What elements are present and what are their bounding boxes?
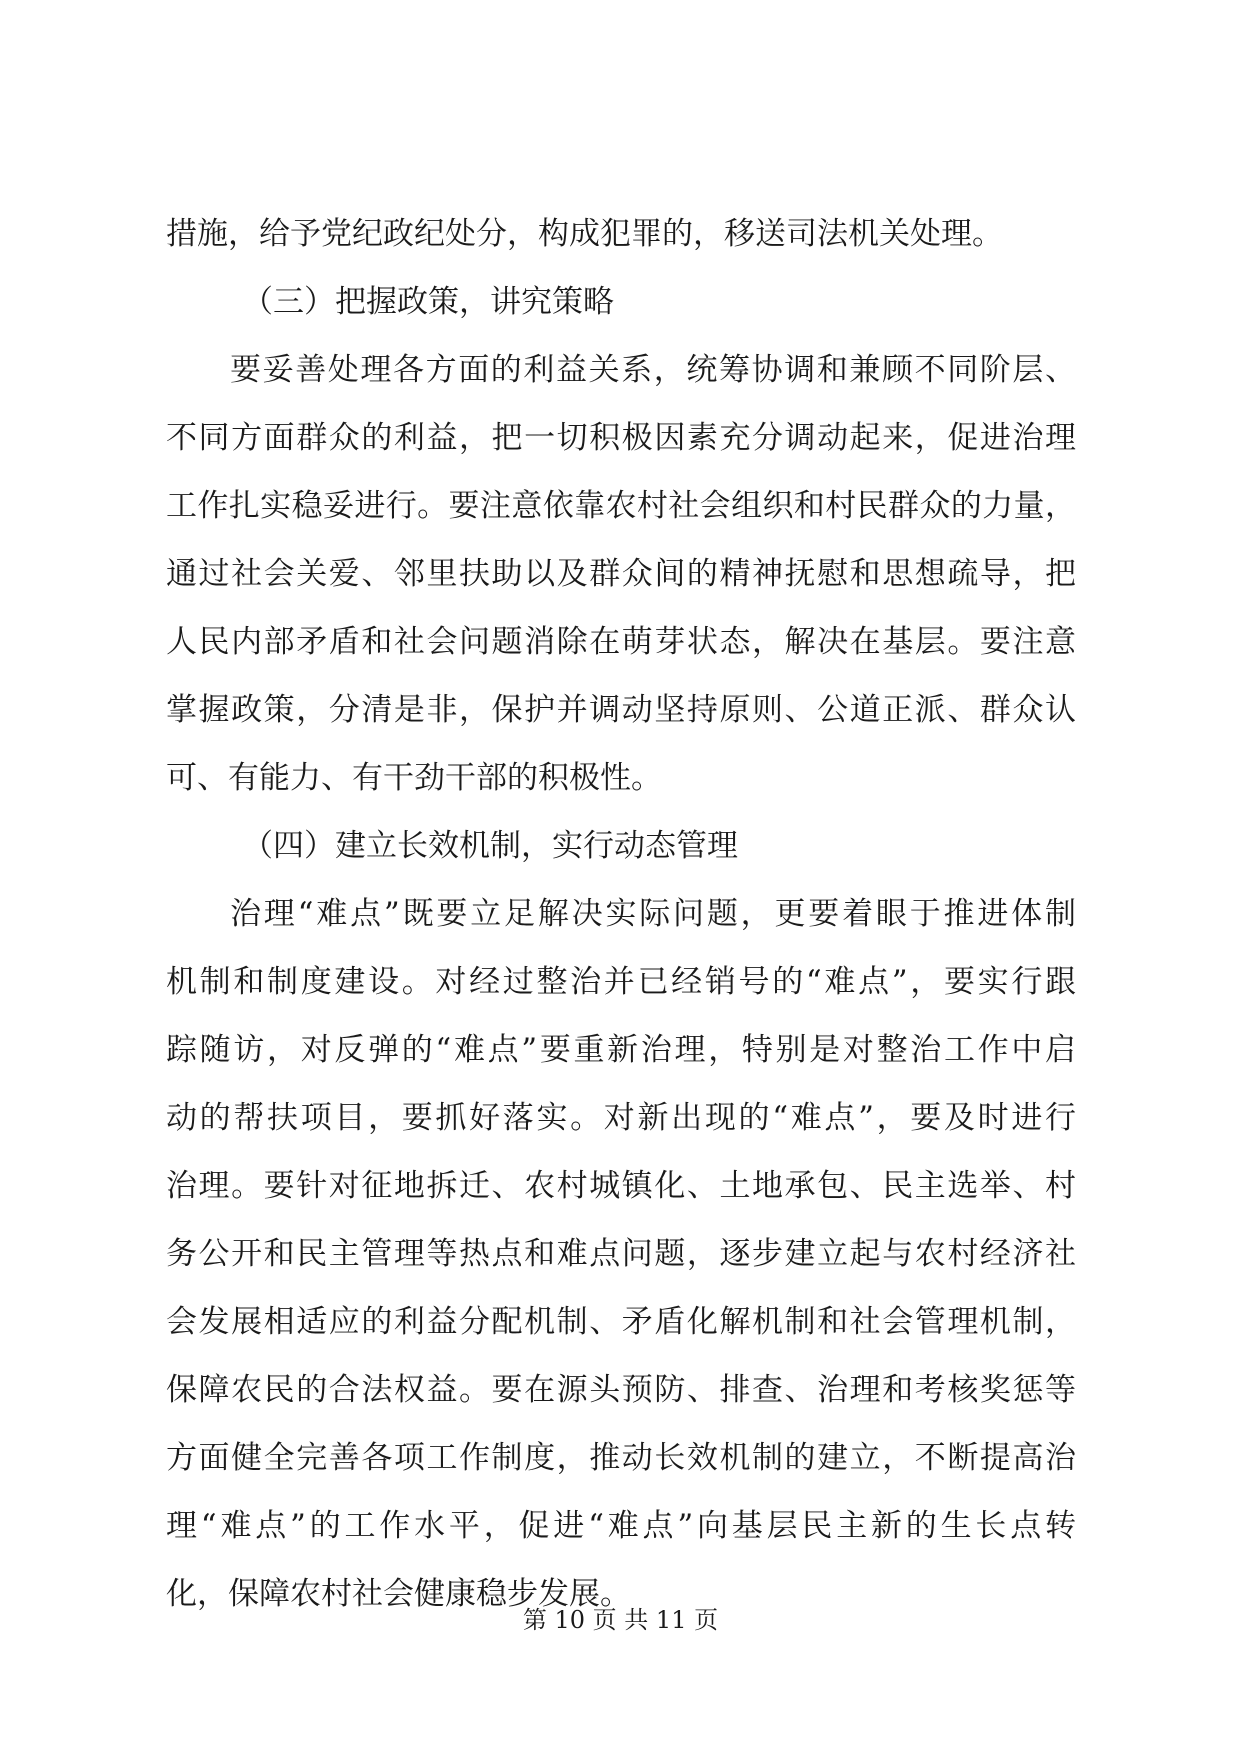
text-line: 工作扎实稳妥进行。要注意依靠农村社会组织和村民群众的力量， xyxy=(166,488,1076,524)
text-line: 治理。要针对征地拆迁、农村城镇化、土地承包、民主选举、村 xyxy=(166,1168,1076,1204)
text-line: 机制和制度建设。对经过整治并已经销号的“难点”，要实行跟 xyxy=(166,964,1076,1000)
text-line: 动的帮扶项目，要抓好落实。对新出现的“难点”，要及时进行 xyxy=(166,1100,1076,1136)
text-line: 措施，给予党纪政纪处分，构成犯罪的，移送司法机关处理。 xyxy=(166,216,1003,252)
text-line: 化，保障农村社会健康稳步发展。 xyxy=(166,1576,631,1612)
section-heading: （四）建立长效机制，实行动态管理 xyxy=(242,828,738,864)
text-line: 踪随访，对反弹的“难点”要重新治理，特别是对整治工作中启 xyxy=(166,1032,1076,1068)
text-line: 掌握政策，分清是非，保护并调动坚持原则、公道正派、群众认 xyxy=(166,692,1076,728)
document-body xyxy=(166,200,1076,1628)
text-line: 人民内部矛盾和社会问题消除在萌芽状态，解决在基层。要注意 xyxy=(166,624,1076,660)
text-line: 可、有能力、有干劲干部的积极性。 xyxy=(166,760,662,796)
text-line: 通过社会关爱、邻里扶助以及群众间的精神抚慰和思想疏导，把 xyxy=(166,556,1076,592)
page-number-footer: 第 10 页 共 11 页 xyxy=(522,1606,719,1634)
text-line: 不同方面群众的利益，把一切积极因素充分调动起来，促进治理 xyxy=(166,420,1076,456)
text-line: 理“难点”的工作水平，促进“难点”向基层民主新的生长点转 xyxy=(166,1508,1076,1544)
text-line: 治理“难点”既要立足解决实际问题，更要着眼于推进体制 xyxy=(230,896,1076,932)
text-line: 方面健全完善各项工作制度，推动长效机制的建立，不断提高治 xyxy=(166,1440,1076,1476)
text-line: 务公开和民主管理等热点和难点问题，逐步建立起与农村经济社 xyxy=(166,1236,1076,1272)
text-line: 会发展相适应的利益分配机制、矛盾化解机制和社会管理机制， xyxy=(166,1304,1076,1340)
section-heading: （三）把握政策，讲究策略 xyxy=(242,284,614,320)
text-line: 要妥善处理各方面的利益关系，统筹协调和兼顾不同阶层、 xyxy=(230,352,1076,388)
text-line: 保障农民的合法权益。要在源头预防、排查、治理和考核奖惩等 xyxy=(166,1372,1076,1408)
